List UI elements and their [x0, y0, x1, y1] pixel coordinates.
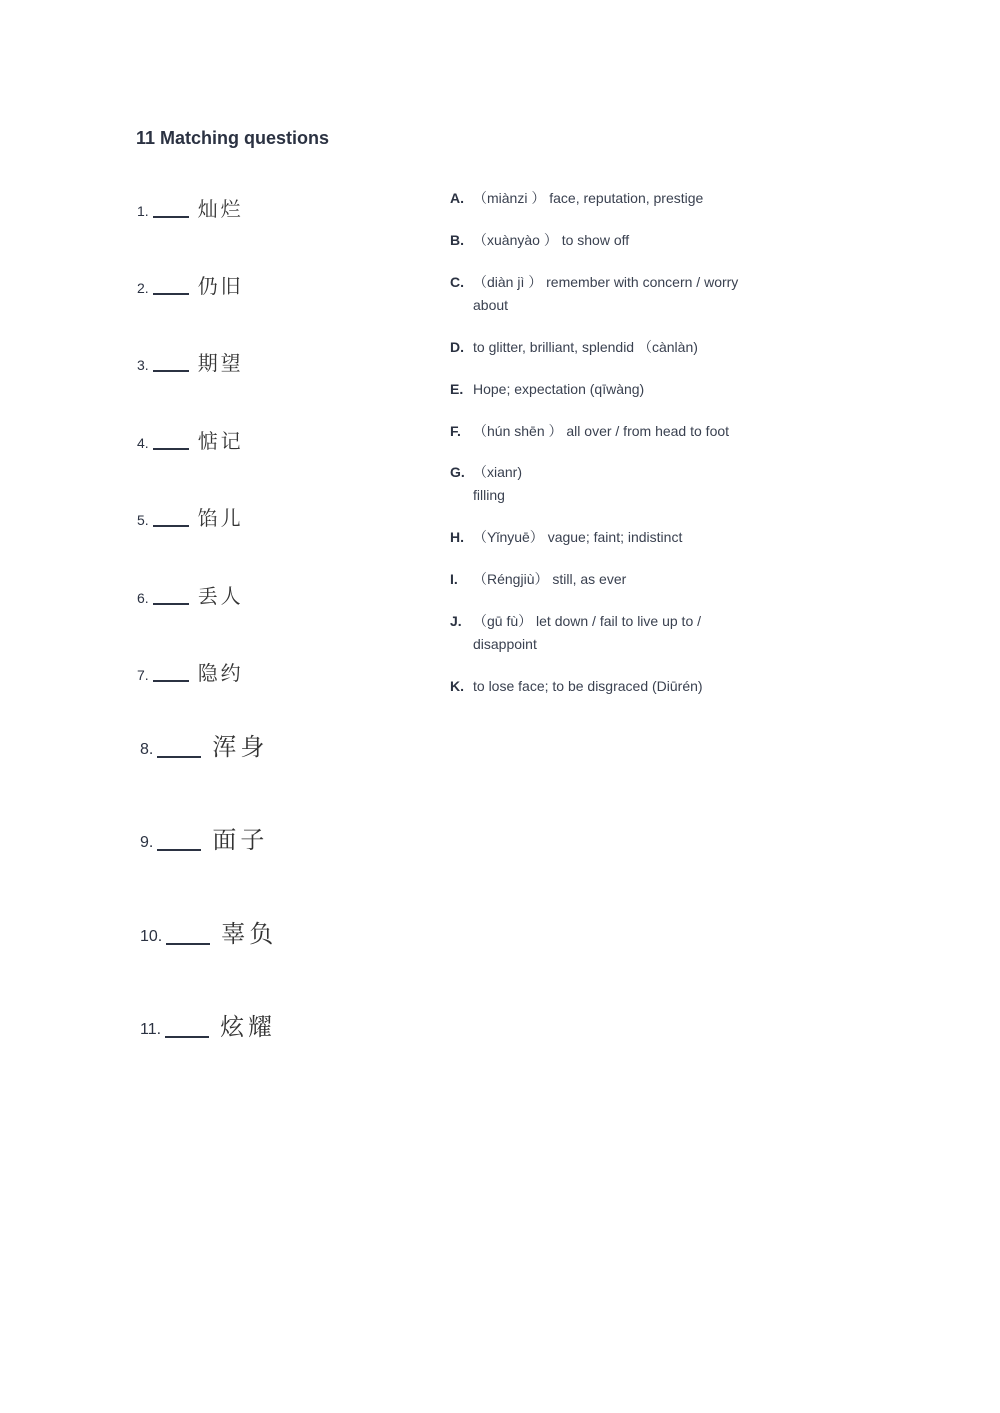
- question-term: 惦记: [197, 429, 244, 453]
- question-term: 馅儿: [197, 506, 244, 530]
- option-letter: B.: [450, 232, 464, 248]
- option-item: [450, 461, 780, 507]
- option-letter: J.: [450, 613, 462, 629]
- question-term: 面子: [212, 826, 269, 854]
- question-term: 炫耀: [220, 1013, 277, 1041]
- question-item: [137, 199, 244, 219]
- question-item: [137, 431, 244, 451]
- answer-blank[interactable]: [153, 448, 189, 450]
- answer-blank[interactable]: [153, 293, 189, 295]
- option-text: （xianr) filling: [473, 464, 523, 503]
- option-text: to glitter, brilliant, splendid （cànlàn): [473, 339, 698, 355]
- answer-blank[interactable]: [153, 216, 189, 218]
- question-item: [137, 276, 244, 296]
- question-item: [140, 735, 268, 759]
- answer-blank[interactable]: [166, 943, 210, 945]
- option-text: （diàn jì ） remember with concern / worry about: [473, 274, 739, 313]
- option-letter: D.: [450, 339, 464, 355]
- option-text: （hún shēn ） all over / from head to foot: [473, 423, 730, 439]
- answer-blank[interactable]: [153, 603, 189, 605]
- question-term: 辜负: [221, 920, 278, 948]
- question-number: 5.: [137, 512, 149, 528]
- option-text: （Réngjiù） still, as ever: [473, 571, 627, 587]
- question-term: 期望: [197, 351, 244, 375]
- question-number: 7.: [137, 667, 149, 683]
- answer-blank[interactable]: [157, 756, 201, 758]
- option-item: [450, 229, 780, 252]
- option-letter: H.: [450, 529, 464, 545]
- question-number: 2.: [137, 280, 149, 296]
- question-item: [137, 508, 244, 528]
- question-number: 4.: [137, 435, 149, 451]
- question-term: 浑身: [212, 733, 269, 761]
- option-text: （gū fù） let down / fail to live up to / disappoint: [473, 613, 702, 652]
- option-text: （xuànyào ） to show off: [473, 232, 630, 248]
- option-letter: E.: [450, 381, 464, 397]
- page-title: 11 Matching questions: [136, 128, 330, 148]
- option-item: [450, 378, 780, 401]
- answer-blank[interactable]: [165, 1036, 209, 1038]
- question-item: [140, 1015, 276, 1039]
- question-number: 11.: [140, 1021, 162, 1038]
- option-letter: K.: [450, 678, 464, 694]
- question-term: 丢人: [197, 584, 244, 608]
- question-number: 8.: [140, 741, 154, 758]
- option-text: Hope; expectation (qīwàng): [473, 381, 645, 397]
- question-item: [137, 353, 244, 373]
- question-term: 隐约: [197, 661, 244, 685]
- question-number: 3.: [137, 357, 149, 373]
- question-number: 6.: [137, 590, 149, 606]
- option-letter: I.: [450, 571, 458, 587]
- question-item: [137, 586, 244, 606]
- question-item: [140, 922, 277, 946]
- question-number: 1.: [137, 203, 149, 219]
- answer-blank[interactable]: [153, 680, 189, 682]
- question-term: 灿烂: [197, 197, 244, 221]
- question-item: [140, 828, 268, 852]
- question-number: 9.: [140, 834, 154, 851]
- question-item: [137, 663, 244, 683]
- option-text: （Yǐnyuē） vague; faint; indistinct: [473, 529, 683, 545]
- option-letter: C.: [450, 274, 464, 290]
- question-number: 10.: [140, 928, 163, 945]
- option-letter: F.: [450, 423, 461, 439]
- option-item: [450, 336, 780, 359]
- option-letter: G.: [450, 464, 465, 480]
- option-item: [450, 610, 750, 656]
- question-term: 仍旧: [197, 274, 244, 298]
- option-text: （miànzi ） face, reputation, prestige: [473, 190, 704, 206]
- option-item: [450, 420, 780, 443]
- option-item: [450, 271, 770, 317]
- option-text: to lose face; to be disgraced (Diūrén): [473, 678, 703, 694]
- option-letter: A.: [450, 190, 464, 206]
- option-item: [450, 526, 780, 549]
- option-item: [450, 568, 780, 591]
- option-item: [450, 187, 780, 210]
- answer-blank[interactable]: [153, 370, 189, 372]
- option-item: [450, 675, 780, 698]
- answer-blank[interactable]: [153, 525, 189, 527]
- answer-blank[interactable]: [157, 849, 201, 851]
